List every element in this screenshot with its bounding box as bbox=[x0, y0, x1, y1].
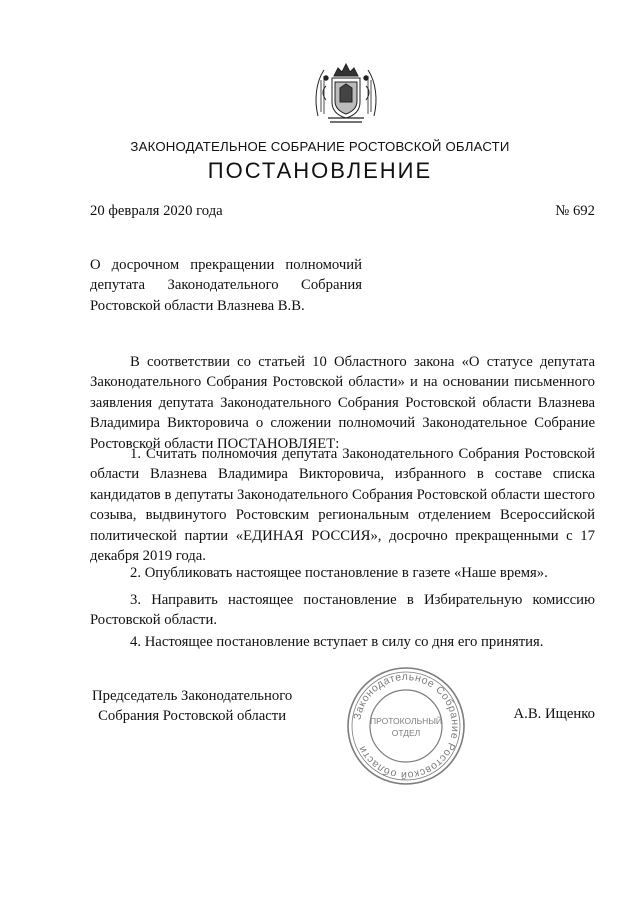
document-type-title: ПОСТАНОВЛЕНИЕ bbox=[207, 158, 433, 183]
stamp-center-line2: ОТДЕЛ bbox=[391, 728, 421, 738]
coat-of-arms-emblem bbox=[310, 56, 382, 128]
document-number: № 692 bbox=[555, 203, 595, 219]
resolution-item-2: 2. Опубликовать настоящее постановление в газете «Наше время». bbox=[130, 565, 548, 581]
preamble-paragraph: В соответствии со статьей 10 Областного закона «О статусе депутата Законодательного Собрания Ростовской области» и на основании письменного заявления депутата Законодательного Собрания Ростовской области Влазнева Владимира Викторовича о сложении полномочий Законодательное Собрание Ростовской области ПОСТАНОВЛЯЕТ: bbox=[90, 354, 595, 452]
resolution-item-4: 4. Настоящее постановление вступает в силу со дня его принятия. bbox=[130, 634, 544, 650]
signer-position bbox=[92, 686, 292, 727]
signer-name: А.В. Ищенко bbox=[513, 706, 595, 722]
document-subject: О досрочном прекращении полномочий депутата Законодательного Собрания Ростовской области Влазнева В.В. bbox=[90, 257, 362, 314]
resolution-item-1: 1. Считать полномочия депутата Законодательного Собрания Ростовской области Влазнева Владимира Викторовича, избранного в составе списка кандидатов в депутаты Законодательного Собрания Ростовской области шестого созыва, выдвинутого Ростовским региональным отделением Всероссийской политической партии «ЕДИНАЯ РОССИЯ», досрочно прекращенными с 17 декабря 2019 года. bbox=[90, 446, 595, 565]
signer-position-line1: Председатель Законодательного bbox=[92, 688, 293, 704]
document-date: 20 февраля 2020 года bbox=[90, 203, 223, 219]
organization-name: ЗАКОНОДАТЕЛЬНОЕ СОБРАНИЕ РОСТОВСКОЙ ОБЛАСТИ bbox=[130, 139, 510, 154]
svg-text:Законодательное Собрание Росто bbox=[351, 671, 461, 781]
resolution-item-3: 3. Направить настоящее постановление в Избирательную комиссию Ростовской области. bbox=[90, 592, 595, 629]
stamp-center-line1: ПРОТОКОЛЬНЫЙ bbox=[370, 716, 442, 726]
official-stamp bbox=[344, 664, 468, 788]
stamp-ring-text: Законодательное Собрание Ростовской области bbox=[351, 670, 462, 782]
signer-position-line2: Собрания Ростовской области bbox=[98, 708, 287, 725]
